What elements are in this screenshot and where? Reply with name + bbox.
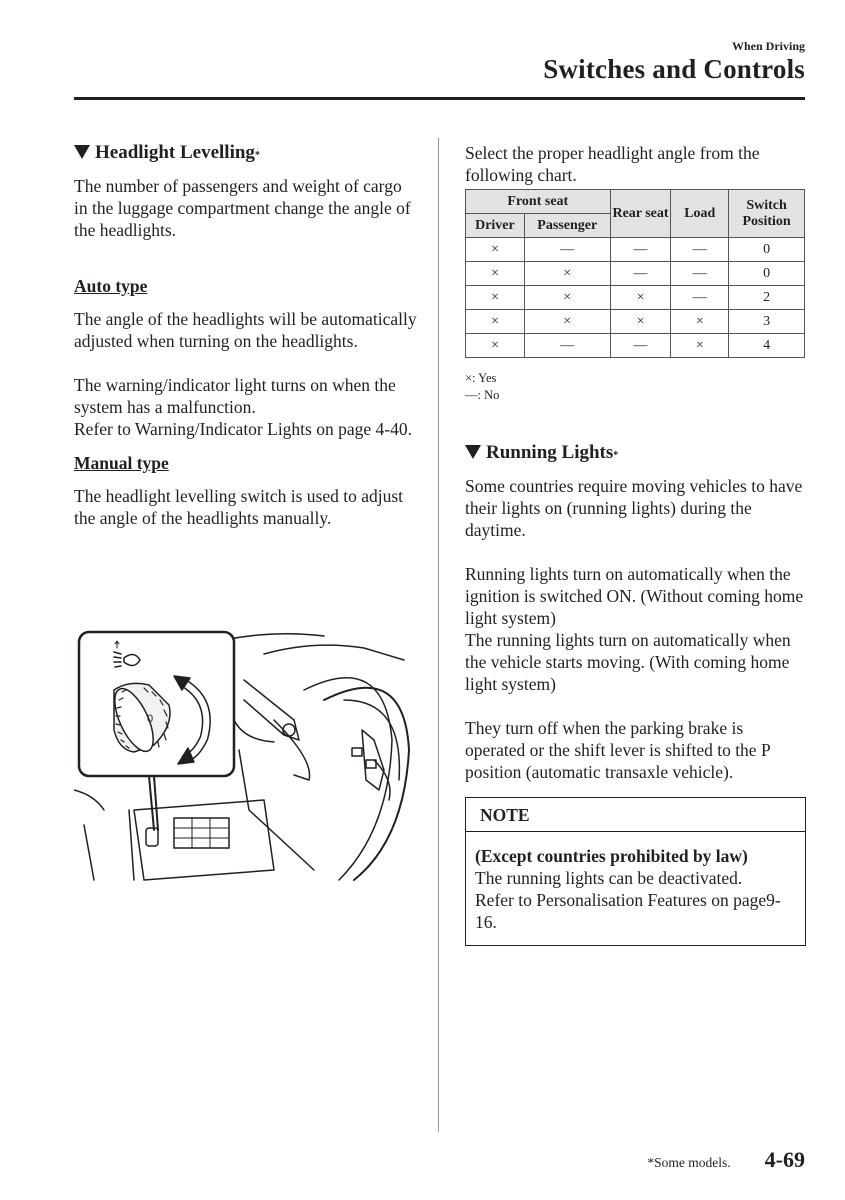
table-row [466, 262, 805, 286]
table-cell: × [466, 286, 525, 310]
table-cell: × [524, 286, 610, 310]
section-label: When Driving [731, 39, 805, 53]
page-title: Switches and Controls [543, 54, 805, 84]
note-bold-line: (Except countries prohibited by law) [475, 846, 748, 866]
passenger-header: Passenger [524, 214, 610, 238]
table-cell: × [671, 310, 729, 334]
intro-paragraph: The number of passengers and weight of cargo in the luggage compartment change the angle of the headlights. [74, 176, 411, 240]
table-row [466, 238, 805, 262]
footer-note: *Some models. [647, 1155, 731, 1170]
manual-type-paragraph: The headlight levelling switch is used to adjust the angle of the headlights manually. [74, 486, 404, 528]
rear-seat-header: Rear seat [610, 190, 671, 238]
table-cell: — [671, 262, 729, 286]
legend-yes: ×: Yes [465, 371, 497, 385]
running-paragraph-2: Running lights turn on automatically when the ignition is switched ON. (Without coming home light system) [465, 564, 804, 628]
table-cell: × [524, 310, 610, 334]
table-cell: — [524, 238, 610, 262]
table-cell: × [466, 262, 525, 286]
headlight-levelling-switch-illustration [74, 630, 424, 886]
running-paragraph-3: The running lights turn on automatically when the vehicle starts moving. (With coming home light system) [465, 630, 791, 694]
table-legend [465, 370, 806, 404]
front-seat-header: Front seat [466, 190, 611, 214]
right-column [465, 142, 806, 946]
note-line-2: Refer to Personalisation Features on page9-16. [475, 890, 781, 932]
table-row [466, 310, 805, 334]
headlight-angle-table [465, 189, 805, 358]
note-line-1: The running lights can be deactivated. [475, 868, 743, 888]
dial-zero-label: 0 [147, 713, 154, 725]
headlight-levelling-heading: Headlight Levelling * [74, 142, 419, 164]
heading-text: Headlight Levelling [95, 142, 255, 163]
page-number: 4-69 [764, 1147, 805, 1172]
table-cell: × [466, 310, 525, 334]
left-column [74, 142, 419, 529]
table-cell: — [610, 334, 671, 358]
heading-text: Running Lights [486, 442, 614, 463]
column-divider [438, 138, 439, 1132]
table-cell: × [524, 262, 610, 286]
table-cell: 3 [729, 310, 805, 334]
table-row [466, 286, 805, 310]
table-cell: 0 [729, 262, 805, 286]
table-cell: — [524, 334, 610, 358]
malfunction-paragraph: The warning/indicator light turns on when the system has a malfunction. [74, 375, 396, 417]
note-box [465, 797, 806, 946]
running-lights-heading: Running Lights * [465, 442, 806, 464]
triangle-marker-icon [74, 145, 90, 159]
table-cell: × [466, 238, 525, 262]
page-footer [647, 1147, 805, 1173]
auto-type-paragraph: The angle of the headlights will be automatically adjusted when turning on the headlights. [74, 309, 417, 351]
table-cell: — [671, 286, 729, 310]
chart-intro: Select the proper headlight angle from the following chart. [465, 143, 760, 185]
driver-header: Driver [466, 214, 525, 238]
table-cell: — [610, 238, 671, 262]
running-paragraph-1: Some countries require moving vehicles to have their lights on (running lights) during the daytime. [465, 476, 803, 540]
note-title: NOTE [466, 798, 805, 832]
triangle-marker-icon [465, 445, 481, 459]
table-cell: × [466, 334, 525, 358]
reference-paragraph: Refer to Warning/Indicator Lights on page 4-40. [74, 419, 412, 439]
auto-type-heading: Auto type [74, 276, 148, 296]
table-cell: — [610, 262, 671, 286]
table-cell: × [610, 310, 671, 334]
manual-type-heading: Manual type [74, 453, 169, 473]
table-cell: 0 [729, 238, 805, 262]
table-cell: × [671, 334, 729, 358]
table-cell: × [610, 286, 671, 310]
legend-no: —: No [465, 388, 500, 402]
table-cell: 4 [729, 334, 805, 358]
switch-position-header: Switch Position [729, 190, 805, 238]
load-header: Load [671, 190, 729, 238]
table-row [466, 334, 805, 358]
running-paragraph-4: They turn off when the parking brake is operated or the shift lever is shifted to the P position (automatic transaxle vehicle). [465, 718, 771, 782]
header-rule [74, 97, 805, 100]
table-cell: — [671, 238, 729, 262]
table-cell: 2 [729, 286, 805, 310]
note-body [466, 832, 805, 945]
